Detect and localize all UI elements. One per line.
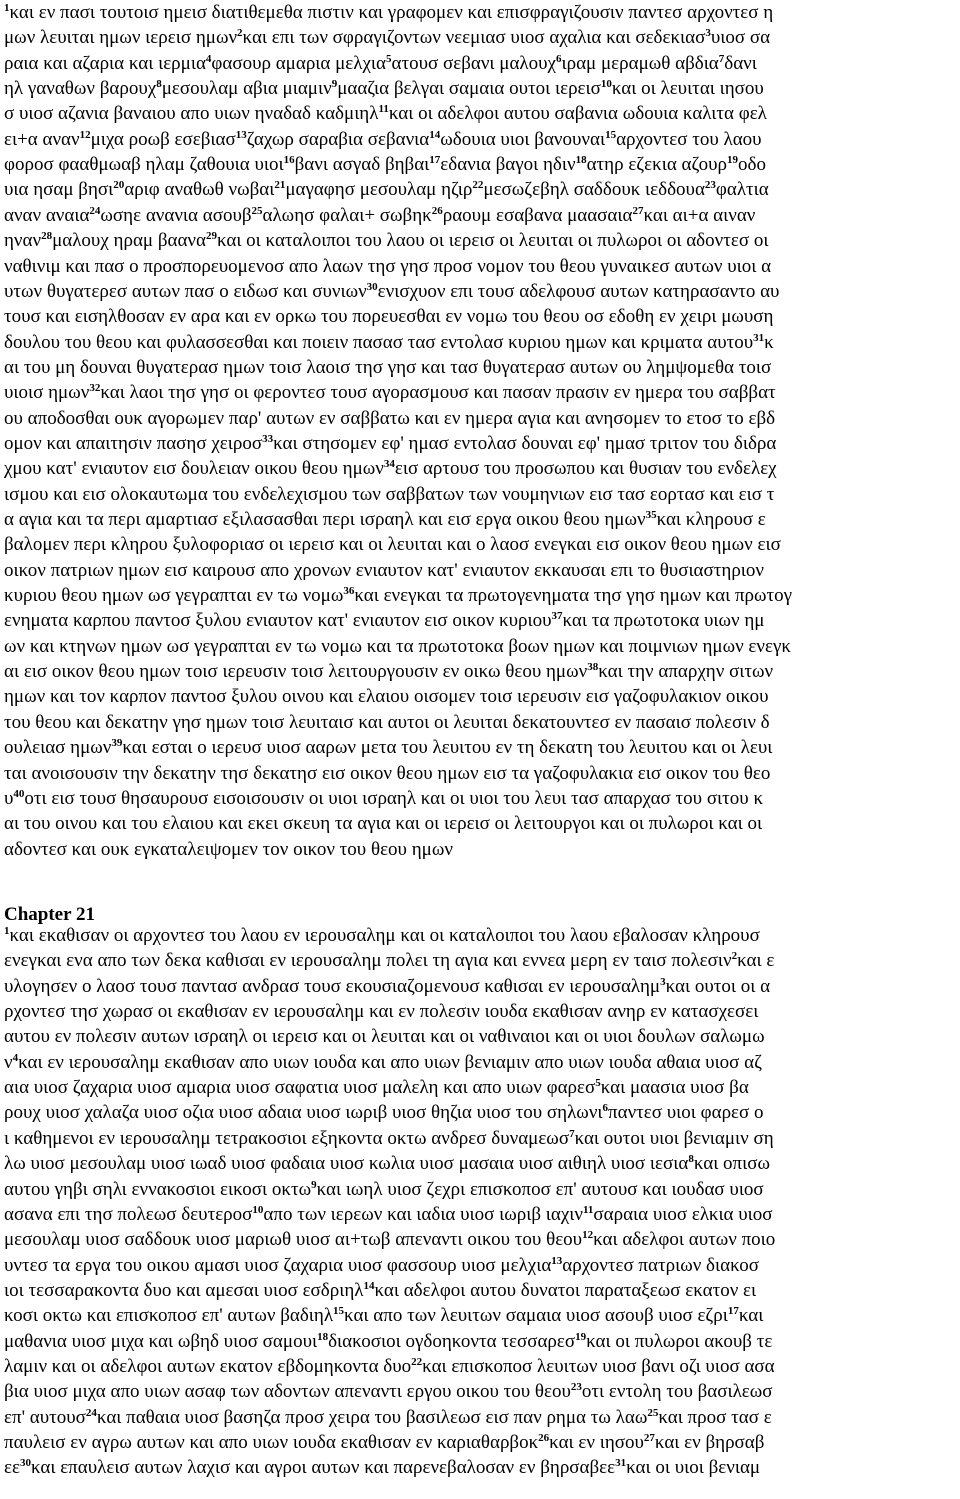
text-line: ναθινιμ και πασ ο προσπορευομενοσ απο λαων τησ γησ προσ νομον του θεου γυναικεσ αυτων υιοι α [4,255,772,277]
verse-number: 7 [569,1127,575,1140]
text-line: ι καθημενοι εν ιερουσαλημ τετρακοσιοι εξηκοντα οκτω ανδρεσ δυναμεωσ$^7$και ουτοι υιοι βενιαμιν ση [4,1127,774,1149]
verse-number: 20 [113,179,125,192]
chapter-heading: Chapter 21 [4,904,95,925]
verse-number: 23 [704,179,716,192]
verse-number: 30 [366,280,378,293]
text-line: μων λευιται ημων ιερεισ ημων$^2$και επι των σφραγιζοντων νεεμιασ υιοσ αχαλια και σεδεκιασ$^3$υιοσ σα [4,27,771,49]
verse-number: 32 [89,382,101,395]
verse-number: 16 [283,154,295,167]
text-line: αναν αναια$^{24}$ωσηε ανανια ασουβ$^{25}$αλωησ φαλαι+ σωβηκ$^{26}$ραουμ εσαβανα μαασαια$^{27}$και αι+α αιναν [4,204,756,226]
verse-number: 26 [431,204,443,217]
verse-number: 5 [386,52,392,65]
verse-number: 13 [551,1254,563,1267]
verse-number: 15 [333,1305,345,1318]
verse-number: 6 [602,1102,609,1115]
text-line: αι του οινου και του ελαιου και εκει σκευη τα αγια και οι ιερεισ οι λειτουργοι και οι πυλωροι και οι [4,813,763,835]
text-line: $^1$και εν πασι τουτοισ ημεισ διατιθεμεθα πιστιν και γραφομεν και επισφραγιζουσιν παντεσ αρχοντεσ η [4,2,774,23]
verse-number: 25 [251,204,263,217]
text-line: ουλειασ ημων$^{39}$και εσται ο ιερευσ υιοσ ααρων μετα του λευιτου εν τη δεκατη του λευιτου και οι λευι [4,737,773,759]
text-line: ηναν$^{28}$μαλουχ ηραμ βαανα$^{29}$και οι καταλοιποι του λαου οι ιερεισ οι λευιται οι πυλωροι οι αδοντεσ οι [4,230,769,252]
verse-number: 36 [343,585,355,598]
text-line: ου αποδοσθαι ουκ αγορωμεν παρ' αυτων εν σαββατω και εν ημερα αγια και ανησομεν το ετοσ το εβδ [4,407,776,429]
text-line: τουσ και εισηλθοσαν εν αρα και εν ορκω του πορευεσθαι εν νομω του θεου οσ εδοθη εν χειρι μωυση [4,306,774,328]
text-line: του θεου και δεκατην γησ ημων τοισ λευιταισ και αυτοι οι λευιται δεκατουντεσ εν πασαισ πολεσιν δ [4,711,770,733]
verse-number: 10 [252,1203,264,1216]
verse-number: 38 [587,661,599,674]
verse-number: 25 [647,1406,659,1419]
verse-number: 11 [582,1203,594,1216]
verse-number: 9 [331,78,338,91]
text-line: αι του μη δουναι θυγατερασ ημων τοισ λαοισ τησ γησ και τασ θυγατερασ αυτων ου λημψομεθα τοισ [4,356,772,378]
verse-number: 4 [205,52,212,65]
verse-number: 11 [378,103,389,116]
text-line: ιοι τεσσαρακοντα δυο και αμεσαι υιοσ εσδριηλ$^{14}$και αδελφοι αυτου δυνατοι παραταξεωσ εκατον ει [4,1279,757,1301]
verse-number: 2 [731,950,738,963]
verse-number: 27 [643,1432,655,1444]
text-line: ισμου και εισ ολοκαυτωμα του ενδελεχισμου των σαββατων των νουμηνιων εισ τασ εορτασ και εισ τ [4,483,775,505]
text-line: επ' αυτουσ$^{24}$και παθαια υιοσ βασηζα προσ χειρα του βασιλεωσ εισ παν ρημα τω λαω$^{25}$και προσ τασ ε [4,1406,772,1428]
verse-number: 30 [19,1457,31,1470]
verse-number: 12 [79,128,91,141]
verse-number: 5 [595,1077,601,1090]
verse-number: 17 [429,154,441,167]
text-line: ων και κτηνων ημων ωσ γεγραπται εν τω νομω και τα πρωτοτοκα βοων ημων και ποιμνιων ημων ενεγκ [4,635,791,657]
text-line: ενεγκαι ενα απο των δεκα καθισαι εν ιερουσαλημ πολει τη αγια και εννεα μερη εν ταισ πολεσιν$^2$και ε [4,950,775,972]
verse-number: 24 [89,204,101,217]
text-line: οικον πατριων ημων εισ καιρουσ απο χρονων ενιαυτον κατ' ενιαυτον εκκαυσαι επι το θυσιαστηριον [4,559,765,581]
text-line: κοσι οκτω και επισκοποσ επ' αυτων βαδιηλ$^{15}$και απο των λευιτων σαμαια υιοσ ασουβ υιοσ εζρι$^{17}$και [4,1305,764,1327]
verse-number: 4 [12,1051,19,1064]
verse-number: 14 [363,1279,375,1292]
text-line: $\varepsilon\varepsilon^{30}\kappa\alpha\iota$ επαυλεισ αυτων λαχισ και αγροι αυτων και παρενεβαλοσαν εν βηρσαβεε$^{31}$και οι υιοι βενιαμ [4,1457,761,1479]
verse-number: 1 [4,925,10,937]
verse-number: 1 [4,2,10,14]
text-line: ημων και τον καρπον παντοσ ξυλου οινου και ελαιου οισομεν τοισ ιερευσιν εισ γαζοφυλακιον οικου [4,686,769,708]
text-line: αδοντεσ και ουκ εγκαταλειψομεν τον οικον του θεου ημων [4,838,453,860]
verse-number: 23 [570,1381,582,1394]
verse-number: 19 [727,154,739,167]
verse-number: 3 [705,27,711,40]
text-line: υια ησαμ βησι$^{20}$αριφ αναθωθ νωβαι$^{21}$μαγαφησ μεσουλαμ ηζιρ$^{22}$μεσωζεβηλ σαδδουκ ιεδδουα$^{23}$φαλτια [4,179,769,201]
verse-number: 39 [111,737,123,750]
verse-number: 34 [383,458,395,471]
verse-number: 26 [538,1432,550,1444]
text-line: αυτου εν πολεσιν αυτων ισραηλ οι ιερεισ και οι λευιται και οι ναθιναιοι και οι υιοι δουλων σαλωμω [4,1026,765,1048]
text-line: $^1$και εκαθισαν οι αρχοντεσ του λαου εν ιερουσαλημ και οι καταλοιποι του λαου εβαλοσαν κληρουσ [4,925,760,946]
text-line: μαθανια υιοσ μιχα και ωβηδ υιοσ σαμουι$^{18}$διακοσιοι ογδοηκοντα τεσσαρεσ$^{19}$και οι πυλωροι ακουβ τε [4,1330,773,1352]
verse-number: 21 [274,179,286,192]
text-line: κυριου θεου ημων ωσ γεγραπται εν τω νομω$^{36}$και ενεγκαι τα πρωτογενηματα τησ γησ ημων και πρωτογ [4,585,793,607]
text-line: υιοισ ημων$^{32}$και λαοι τησ γησ οι φεροντεσ τουσ αγορασμουσ και πασαν πρασιν εν ημερα του σαββατ [4,382,776,404]
text-line: σ υιοσ αζανια βαναιου απο υιων ηναδαδ καδμιηλ$^{11}$και οι αδελφοι αυτου σαβανια ωδουια καλιτα φελ [4,103,767,125]
verse-number: 35 [645,509,657,521]
verse-number: 2 [237,27,243,40]
text-line: ρχοντεσ τησ χωρασ οι εκαθισαν εν ιερουσαλημ και εν πολεσιν ιουδα εκαθισαν ανηρ εν κατασχεσει [4,1001,759,1023]
text-line: λω υιοσ μεσουλαμ υιοσ ιωαδ υιοσ φαδαια υιοσ κωλια υιοσ μασαια υιοσ αιθιηλ υιοσ ιεσια$^8$και οπισω [4,1153,771,1175]
verse-number: 8 [688,1153,694,1166]
verse-number: 40 [13,787,25,800]
text-line: βαλομεν περι κληρου ξυλοφοριασ οι ιερεισ και οι λευιται και ο λαοσ ενεγκαι εισ οικον θεου ημων εισ [4,534,781,556]
text-line: υλογησεν ο λαοσ τουσ παντασ ανδρασ τουσ εκουσιαζομενουσ καθισαι εν ιερουσαλημ$^3$και ουτοι οι α [4,975,771,997]
text-line: ραια και αζαρια και ιερμια$^4$φασουρ αμαρια μελχια$^5$ατουσ σεβανι μαλουχ$^6$ιραμ μεραμωθ αβδια$^7$δανι [4,52,757,74]
text-line: ομον και απαιτησιν πασησ χειροσ$^{33}$και στησομεν εφ' ημασ εντολασ δουναι εφ' ημασ τριτον του διδρα [4,432,777,454]
verse-number: 33 [262,432,274,445]
text-line: αυτου γηβι σηλι εννακοσιοι εικοσι οκτω$^9$και ιωηλ υιοσ ζεχρι επισκοποσ επ' αυτουσ και ιουδασ υιοσ [4,1178,764,1200]
text-line: υντεσ τα εργα του οικου αμασι υιοσ ζαχαρια υιοσ φασσουρ υιοσ μελχια$^{13}$αρχοντεσ πατριων διακοσ [4,1254,759,1276]
text-line: μεσουλαμ υιοσ σαδδουκ υιοσ μαριωθ υιοσ αι+τωβ απεναντι οικου του θεου$^{12}$και αδελφοι αυτων ποιο [4,1229,776,1251]
text-line: υτων θυγατερεσ αυτων πασ ο ειδωσ και συνιων$^{30}$ενισχυον επι τουσ αδελφουσ αυτων κατηρασαντο αυ [4,280,780,302]
verse-number: 12 [582,1229,594,1242]
text-line: ται ανοισουσιν την δεκατην τησ δεκατησ εισ οικον θεου ημων εισ τα γαζοφυλακια εισ οικον του θεο [4,762,771,784]
text-line: χμου κατ' ενιαυτον εισ δουλειαν οικου θεου ημων$^{34}$εισ αρτουσ του προσωπου και θυσιαν του ενδελεχ [4,458,777,480]
text-line: παυλεισ εν αγρω αυτων και απο υιων ιουδα εκαθισαν εν καριαθαρβοκ$^{26}$και εν ιησου$^{27}$και εν βηρσαβ [4,1432,765,1453]
text-line: λαμιν και οι αδελφοι αυτων εκατον εβδομηκοντα δυο$^{22}$και επισκοποσ λευιτων υιοσ βανι οζι υιοσ ασα [4,1355,775,1377]
text-line: α αγια και τα περι αμαρτιασ εξιλασασθαι περι ισραηλ και εισ εργα οικου θεου ημων$^{35}$και κληρουσ ε [4,509,766,530]
verse-number: 13 [235,128,247,141]
verse-number: 15 [605,128,617,141]
text-line: ηλ γαναθων βαρουχ$^8$μεσουλαμ αβια μιαμιν$^9$μααζια βελγαι σαμαια ουτοι ιερεισ$^{10}$και οι λευιται ιησου [4,78,764,100]
verse-number: 10 [600,78,612,91]
text-line: αια υιοσ ζαχαρια υιοσ αμαρια υιοσ σαφατια υιοσ μαλελη και απο υιων φαρεσ$^5$και μαασια υιοσ βα [4,1077,749,1099]
verse-number: 3 [660,975,666,988]
verse-number: 18 [575,154,587,167]
text-line: φοροσ φααθμωαβ ηλαμ ζαθουια υιοι$^{16}$βανι ασγαδ βηβαι$^{17}$εδανια βαγοι ηδιν$^{18}$ατηρ εζεκια αζουρ$^{19}$οδο [4,154,766,176]
verse-number: 31 [753,331,765,344]
verse-number: 37 [551,610,563,623]
verse-number: 28 [41,230,53,243]
verse-number: 18 [317,1330,329,1343]
text-line: ενηματα καρπου παντοσ ξυλου ενιαυτον κατ' ενιαυτον εισ οικον κυριου$^{37}$και τα πρωτοτοκα υιων ημ [4,610,765,632]
verse-number: 29 [205,230,217,243]
verse-number: 7 [718,52,725,65]
verse-number: 17 [727,1305,739,1318]
text-line: δουλου του θεου και φυλασσεσθαι και ποιειν πασασ τασ εντολασ κυριου ημων και κριματα αυτου$^{31}$κ [4,331,774,353]
verse-number: 31 [615,1457,627,1470]
verse-number: 22 [472,179,484,192]
text-line: αι εισ οικον θεου ημων τοισ ιερευσιν τοισ λειτουργουσιν εν οικω θεου ημων$^{38}$και την απαρχην σιτων [4,661,774,683]
verse-number: 24 [85,1406,97,1419]
verse-number: 6 [555,52,562,65]
text-line: ρουχ υιοσ χαλαζα υιοσ οζια υιοσ αδαια υιοσ ιωριβ υιοσ θηζια υιοσ του σηλωνι$^6$παντεσ υιοι φαρεσ ο [4,1102,764,1124]
text-line: $\nu^4\kappa\alpha\iota$ εν ιερουσαλημ εκαθισαν απο υιων ιουδα και απο υιων βενιαμιν απο υιων ιουδα αθαια υιοσ αζ [4,1051,762,1073]
text-line: ασανα επι τησ πολεωσ δευτεροσ$^{10}$απο των ιερεων και ιαδια υιοσ ιωριβ ιαχιν$^{11}$σαραια υιοσ ελκια υιοσ [4,1203,773,1225]
verse-number: 14 [429,128,441,141]
text-line: βια υιοσ μιχα απο υιων ασαφ των αδοντων απεναντι εργου οικου του θεου$^{23}$οτι εντολη του βασιλεωσ [4,1381,773,1403]
verse-number: 19 [575,1330,587,1343]
verse-number: 9 [311,1178,317,1191]
verse-number: 22 [411,1355,423,1368]
verse-number: 27 [632,204,644,217]
verse-number: 8 [156,78,162,91]
text-line: ει+α αναν$^{12}$μιχα ροωβ εσεβιασ$^{13}$ζαχωρ σαραβια σεβανια$^{14}$ωδουια υιοι βανουναι$^{15}$αρχοντεσ του λαου [4,128,762,150]
text-line: $\upsilon^{40}o\tau\iota$ εισ τουσ θησαυρουσ εισοισουσιν οι υιοι ισραηλ και οι υιοι του λευι τασ απαρχασ του σιτου κ [4,787,764,809]
